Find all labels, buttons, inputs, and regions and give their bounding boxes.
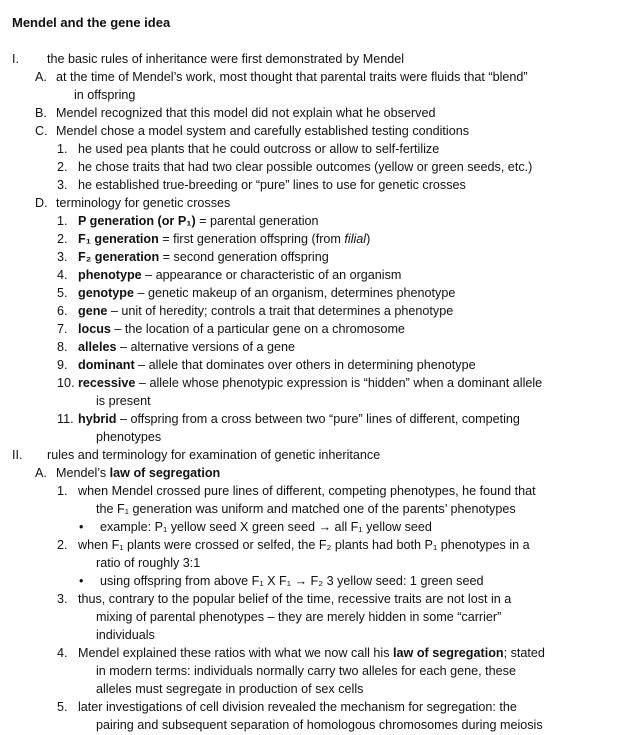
d9-term: dominant [78, 358, 135, 372]
d7-num: 7. [57, 322, 68, 336]
d8-num: 8. [57, 340, 68, 354]
a3-num: 3. [57, 592, 68, 606]
item-d-text: terminology for genetic crosses [56, 196, 231, 210]
d4-line [78, 267, 401, 285]
item-a-text: at the time of Mendel’s work, most thought that parental traits were fluids that “blend” [56, 70, 528, 84]
c1-text: he used pea plants that he could outcross or allow to self-fertilize [78, 142, 440, 156]
d11-def: – offspring from a cross between two “pure” lines of different, competing [116, 412, 520, 426]
d8-def: – alternative versions of a gene [116, 340, 296, 354]
d10-line [78, 375, 542, 393]
d11-line [78, 411, 520, 429]
item-a-text-cont: in offspring [74, 88, 136, 102]
d10-term: recessive [78, 376, 136, 390]
section-i-label: I. [12, 52, 19, 66]
d6-num: 6. [57, 304, 68, 318]
d9-line [78, 357, 476, 375]
d2-def: = first generation offspring (from [158, 232, 345, 246]
item-c-label: C. [35, 124, 48, 138]
a1-text: when Mendel crossed pure lines of different, competing phenotypes, he found that [78, 484, 536, 498]
a2-text-cont: ratio of roughly 3:1 [96, 556, 201, 570]
item-c-text: Mendel chose a model system and carefully established testing conditions [56, 124, 470, 138]
d4-def: – appearance or characteristic of an organism [141, 268, 402, 282]
a2-bullet: • [79, 574, 84, 588]
d7-def: – the location of a particular gene on a chromosome [110, 322, 405, 336]
a1-num: 1. [57, 484, 68, 498]
d1-def: = parental generation [195, 214, 319, 228]
d2-line [78, 231, 370, 249]
d2-def-end: ) [366, 232, 371, 246]
d9-def: – allele that dominates over others in determining phenotype [134, 358, 476, 372]
a4-text-bold: law of segregation [393, 646, 504, 660]
d2-term: F₁ generation [78, 232, 159, 246]
d3-num: 3. [57, 250, 68, 264]
a2-bullet-text: using offspring from above F₁ X F₁ → F₂ 3 yellow seed: 1 green seed [100, 574, 484, 588]
d4-num: 4. [57, 268, 68, 282]
d6-term: gene [78, 304, 108, 318]
d11-term: hybrid [78, 412, 117, 426]
a4-text-a: Mendel explained these ratios with what we now call his [78, 646, 394, 660]
a5-num: 5. [57, 700, 68, 714]
ii-a-text: Mendel’s [56, 466, 110, 480]
section-ii-label: II. [12, 448, 23, 462]
section-ii-text: rules and terminology for examination of genetic inheritance [47, 448, 381, 462]
ii-a-line [56, 465, 220, 483]
c3-text: he established true-breeding or “pure” lines to use for genetic crosses [78, 178, 466, 192]
c2-num: 2. [57, 160, 68, 174]
a4-text-cont: in modern terms: individuals normally carry two alleles for each gene, these [96, 664, 516, 678]
d5-def: – genetic makeup of an organism, determines phenotype [133, 286, 456, 300]
a5-text-cont: pairing and subsequent separation of homologous chromosomes during meiosis [96, 718, 543, 732]
item-a-label: A. [35, 70, 47, 84]
a4-text-cont2: alleles must segregate in production of sex cells [96, 682, 364, 696]
c2-text: he chose traits that had two clear possible outcomes (yellow or green seeds, etc.) [78, 160, 533, 174]
d5-num: 5. [57, 286, 68, 300]
a2-num: 2. [57, 538, 68, 552]
d8-term: alleles [78, 340, 117, 354]
d10-num: 10. [57, 376, 75, 390]
a4-text-c: ; stated [503, 646, 545, 660]
c3-num: 3. [57, 178, 68, 192]
d7-line [78, 321, 405, 339]
d5-term: genotype [78, 286, 134, 300]
a4-line [78, 645, 545, 663]
d10-def-cont: is present [96, 394, 151, 408]
ii-a-label: A. [35, 466, 47, 480]
d11-num: 11. [57, 412, 74, 426]
c1-num: 1. [57, 142, 68, 156]
item-d-label: D. [35, 196, 48, 210]
a1-text-cont: the F₁ generation was uniform and matched one of the parents’ phenotypes [96, 502, 516, 516]
d5-line [78, 285, 455, 303]
a2-text: when F₁ plants were crossed or selfed, the F₂ plants had both P₁ phenotypes in a [78, 538, 530, 552]
d4-term: phenotype [78, 268, 142, 282]
a3-text: thus, contrary to the popular belief of the time, recessive traits are not lost in a [78, 592, 512, 606]
d7-term: locus [78, 322, 111, 336]
d1-line [78, 213, 319, 231]
d6-def: – unit of heredity; controls a trait that determines a phenotype [107, 304, 454, 318]
a5-text: later investigations of cell division revealed the mechanism for segregation: the [78, 700, 517, 714]
d3-def: = second generation offspring [159, 250, 329, 264]
page-title: Mendel and the gene idea [12, 15, 171, 30]
d1-num: 1. [57, 214, 68, 228]
d2-def-italic: filial [344, 232, 367, 246]
d3-term: F₂ generation [78, 250, 160, 264]
a1-bullet-text: example: P₁ yellow seed X green seed → all F₁ yellow seed [100, 520, 432, 534]
a3-text-cont2: individuals [96, 628, 155, 642]
d8-line [78, 339, 295, 357]
a4-num: 4. [57, 646, 68, 660]
d1-term: P generation (or P₁) [78, 214, 196, 228]
section-i-text: the basic rules of inheritance were first demonstrated by Mendel [47, 52, 405, 66]
d2-num: 2. [57, 232, 68, 246]
d6-line [78, 303, 453, 321]
d9-num: 9. [57, 358, 68, 372]
a1-bullet: • [79, 520, 84, 534]
d10-def: – allele whose phenotypic expression is “hidden” when a dominant allele [135, 376, 543, 390]
item-b-text: Mendel recognized that this model did not explain what he observed [56, 106, 436, 120]
item-b-label: B. [35, 106, 47, 120]
d3-line [78, 249, 329, 267]
a3-text-cont: mixing of parental phenotypes – they are merely hidden in some “carrier” [96, 610, 502, 624]
d11-def-cont: phenotypes [96, 430, 162, 444]
ii-a-bold: law of segregation [109, 466, 221, 480]
